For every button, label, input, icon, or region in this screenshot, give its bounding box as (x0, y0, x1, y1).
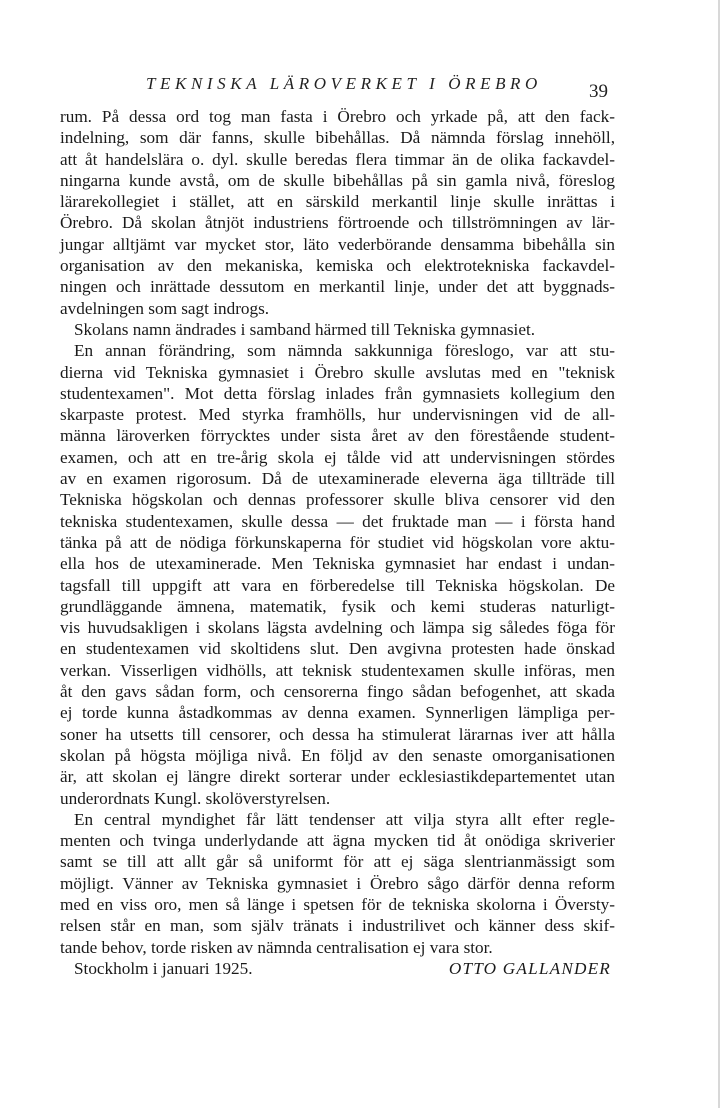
text-line: åt den gavs sådan form, och censorerna fingo sådan befogenhet, att skada (60, 682, 615, 702)
text-line: organisation av den mekaniska, kemiska och elektrotekniska fackavdel- (60, 256, 615, 276)
text-line: dierna vid Tekniska gymnasiet i Örebro skulle avslutas med en "teknisk (60, 362, 615, 382)
text-line: tagsfall till uppgift att vara en förberedelse till Tekniska högskolan. De (60, 575, 615, 595)
place-date: Stockholm i januari 1925. (74, 958, 253, 978)
text-line: soner ha utsetts till censorer, och dessa ha stimulerat lärarnas iver att hålla (60, 724, 615, 744)
text-line: jungar alltjämt var mycket stor, läto vederbörande densamma bibehålla sin (60, 234, 615, 254)
text-line: verkan. Visserligen vidhölls, att teknisk studentexamen skulle införas, men (60, 660, 615, 680)
text-line: studentexamen". Mot detta förslag inlades från gymnasiets kollegium den (60, 383, 615, 403)
text-line: samt se till att allt går så uniformt för att ej säga slentrianmässigt som (60, 852, 615, 872)
text-line: ella hos de utexaminerade. Men Tekniska gymnasiet har endast i undan- (60, 554, 615, 574)
text-line: lärarekollegiet i stället, att en särskild merkantil linje skulle inrättas i (60, 192, 615, 212)
text-line: ej torde kunna åstadkommas av denna examen. Synnerligen lämpliga per- (60, 703, 615, 723)
text-line: skolan på högsta möjliga nivå. En följd av den senaste omorganisationen (60, 745, 615, 765)
text-line: männa läroverken förrycktes under sista året av den förestående student- (60, 426, 615, 446)
author-signature: OTTO GALLANDER (448, 958, 611, 978)
text-line: tänka på att de nödiga förkunskaperna för studiet vid högskolan vore aktu- (60, 532, 615, 552)
text-line: Skolans namn ändrades i samband härmed till Tekniska gymnasiet. (74, 319, 536, 339)
text-line: en studentexamen vid skoltidens slut. Den avgivna protesten hade önskad (60, 639, 615, 659)
text-line: är, att skolan ej längre direkt sorterar under ecklesiastikdepartementet utan (60, 767, 615, 787)
text-line: examen, och att en tre-årig skola ej tålde vid att undervisningen stördes (60, 447, 615, 467)
text-line: tande behov, torde risken av nämnda centralisation ej vara stor. (60, 937, 493, 957)
page-number: 39 (589, 81, 608, 102)
signoff-line (60, 958, 615, 979)
text-line: skarpaste protest. Med styrka framhölls, hur undervisningen vid de all- (60, 405, 615, 425)
text-line: En annan förändring, som nämnda sakkunniga föreslogo, var att stu- (74, 341, 615, 361)
text-line: underordnats Kungl. skolöverstyrelsen. (60, 788, 331, 808)
text-line: vis huvudsakligen i skolans lägsta avdelning och lämpa sig således föga för (60, 618, 615, 638)
body-text (60, 106, 615, 979)
text-line: med en viss oro, men så länge i spetsen för de tekniska skolorna i Översty- (60, 894, 615, 914)
text-line: En central myndighet får lätt tendenser att vilja styra allt efter regle- (74, 809, 615, 829)
text-line: grundläggande ämnena, matematik, fysik och kemi studeras naturligt- (60, 596, 615, 616)
text-line: avdelningen som sagt indrogs. (60, 298, 270, 318)
text-line: relsen står en man, som själv tränats i industrilivet och känner dess skif- (60, 916, 615, 936)
running-head: TEKNISKA LÄROVERKET I ÖREBRO (146, 74, 542, 93)
text-line: ningen och inrättade dessutom en merkantil linje, under det att byggnads- (60, 277, 615, 297)
text-line: möjligt. Vänner av Tekniska gymnasiet i Örebro sågo därför denna reform (60, 873, 615, 893)
text-line: ningarna kunde avstå, om de skulle bibehållas på sin gamla nivå, föreslog (60, 170, 615, 190)
text-line: indelning, som där fanns, skulle bibehållas. Då nämnda förslag innehöll, (60, 128, 615, 148)
text-line: tekniska studentexamen, skulle dessa — det fruktade man — i första hand (60, 511, 615, 531)
text-line: menten och tvinga underlydande att ägna mycken tid åt onödiga skriverier (60, 831, 615, 851)
text-line: att åt handelslära o. dyl. skulle beredas flera timmar än de olika fackavdel- (60, 149, 615, 169)
text-line: av en examen rigorosum. Då de utexaminerade eleverna äga tillträde till (60, 469, 615, 489)
text-line: Örebro. Då skolan åtnjöt industriens förtroende och tillströmningen av lär- (60, 213, 615, 233)
text-line: Tekniska högskolan och dennas professorer skulle bliva censorer vid den (60, 490, 615, 510)
text-line: rum. På dessa ord tog man fasta i Örebro och yrkade på, att den fack- (60, 107, 615, 126)
